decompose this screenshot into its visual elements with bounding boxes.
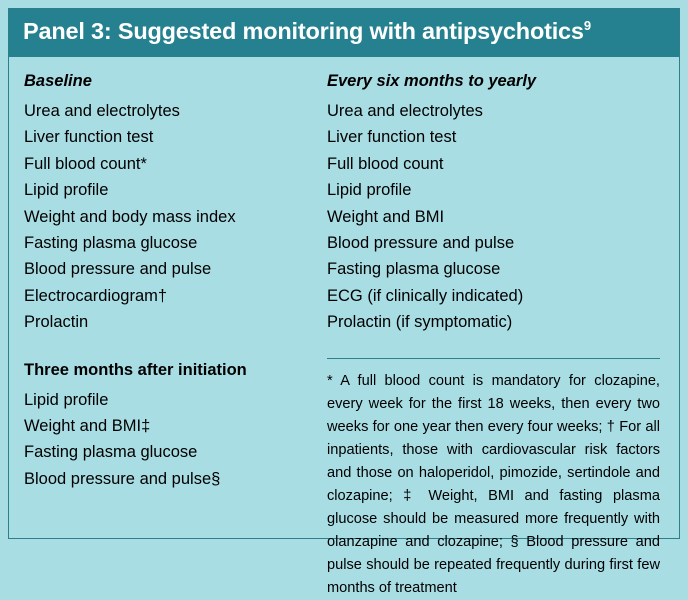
list-item: Urea and electrolytes — [24, 102, 180, 120]
right-column — [327, 71, 667, 600]
list-item: Full blood count* — [24, 154, 147, 173]
panel-container — [8, 8, 680, 596]
list-item: ECG (if clinically indicated) — [327, 286, 524, 305]
list-item: Full blood count — [327, 154, 444, 173]
list-item: Prolactin (if symptomatic) — [327, 313, 513, 332]
six-months-section — [327, 71, 667, 336]
left-column — [24, 71, 324, 492]
list-item: Blood pressure and pulse — [327, 234, 515, 253]
baseline-list — [24, 98, 324, 336]
six-months-list — [327, 98, 667, 336]
list-item: Electrocardiogram† — [24, 286, 168, 305]
list-item: Lipid profile — [24, 390, 109, 409]
list-item: Liver function test — [24, 128, 154, 147]
list-item: Weight and BMI‡ — [24, 417, 151, 436]
list-item: Weight and body mass index — [24, 207, 236, 226]
list-item: Blood pressure and pulse§ — [24, 469, 221, 488]
six-months-heading: Every six months to yearly — [327, 72, 537, 90]
panel-title-superscript: 9 — [583, 18, 591, 34]
page-title — [23, 18, 591, 45]
list-item: Blood pressure and pulse — [24, 260, 212, 279]
list-item: Fasting plasma glucose — [24, 443, 198, 462]
list-item: Urea and electrolytes — [327, 102, 483, 120]
three-months-list — [24, 387, 324, 493]
baseline-section — [24, 71, 324, 336]
three-months-section — [24, 360, 324, 493]
panel-header — [9, 9, 679, 57]
baseline-heading: Baseline — [24, 72, 92, 90]
list-item: Fasting plasma glucose — [327, 260, 501, 279]
list-item: Lipid profile — [327, 181, 412, 200]
three-months-heading: Three months after initiation — [24, 360, 247, 379]
list-item: Weight and BMI — [327, 207, 445, 226]
list-item: Lipid profile — [24, 181, 109, 200]
footnotes-block — [327, 358, 660, 600]
footnotes-text: * A full blood count is mandatory for clozapine, every week for the first 18 weeks, then every two weeks for one year then every four weeks; † For all inpatients, those with cardiovascular risk factors and those on haloperidol, pimozide, sertindole and clozapine; ‡ Weight, BMI and fasting plasma glucose should be measured more frequently with olanzapine and clozapine; § Blood pressure and pulse should be repeated frequently during first few months of treatment — [327, 372, 660, 596]
panel-title-text: Panel 3: Suggested monitoring with antipsychotics — [23, 18, 584, 44]
list-item: Liver function test — [327, 128, 457, 147]
list-item: Fasting plasma glucose — [24, 234, 198, 253]
list-item: Prolactin — [24, 313, 89, 332]
